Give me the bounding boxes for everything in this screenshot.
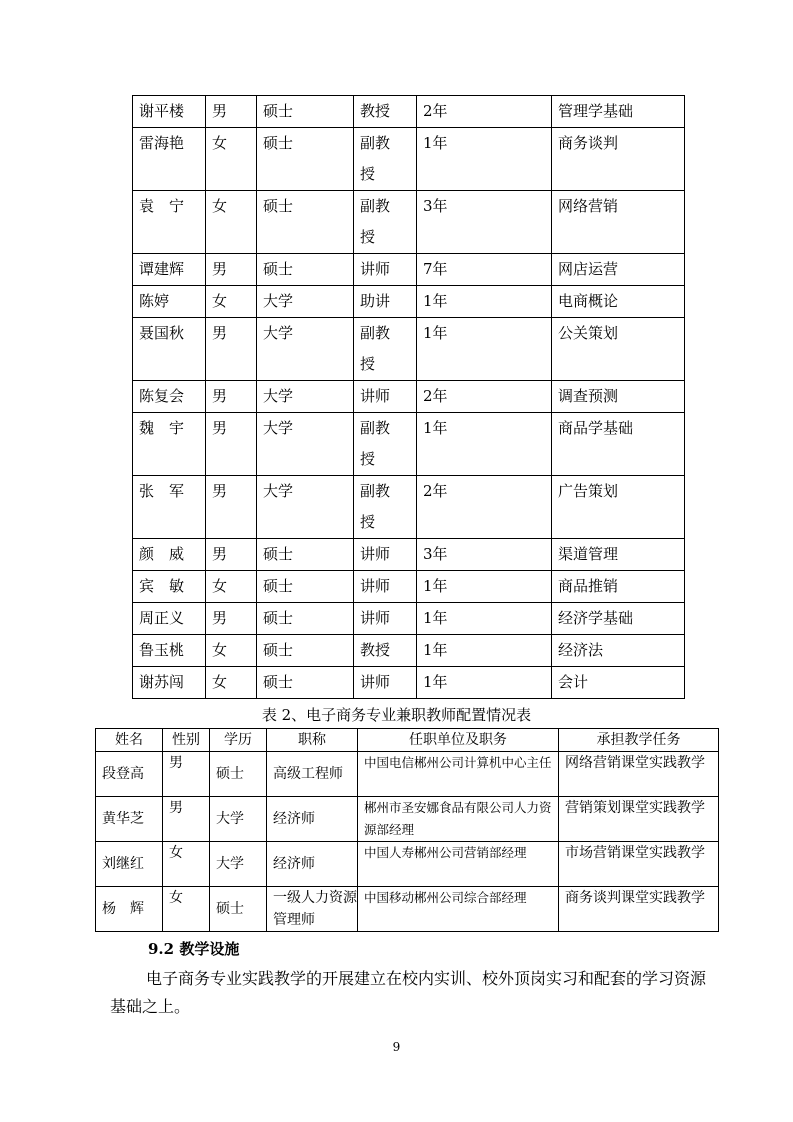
title-cell: 助讲 (354, 286, 417, 318)
column-header: 姓名 (96, 729, 163, 752)
title-cell: 经济师 (267, 797, 358, 842)
gender-cell: 男 (206, 318, 257, 381)
name-cell: 段登高 (96, 752, 163, 797)
section-heading: 9.2 教学设施 (148, 940, 240, 958)
name-cell: 袁 宁 (133, 191, 206, 254)
name-cell: 陈复会 (133, 381, 206, 413)
experience-cell: 7年 (417, 254, 552, 286)
table-row (133, 318, 685, 381)
table-row (133, 254, 685, 286)
table-row (133, 603, 685, 635)
gender-cell: 女 (206, 571, 257, 603)
title-cell: 讲师 (354, 667, 417, 699)
name-cell: 黄华芝 (96, 797, 163, 842)
degree-cell: 大学 (257, 381, 354, 413)
title-cell: 副教 授 (354, 476, 417, 539)
course-cell: 电商概论 (552, 286, 685, 318)
gender-cell: 女 (206, 286, 257, 318)
part-time-faculty-table (95, 728, 719, 932)
column-header: 性别 (163, 729, 210, 752)
teaching-task-cell: 网络营销课堂实践教学 (559, 752, 719, 797)
experience-cell: 1年 (417, 318, 552, 381)
title-cell: 讲师 (354, 539, 417, 571)
table-row (96, 842, 719, 887)
table-row (133, 539, 685, 571)
course-cell: 管理学基础 (552, 96, 685, 128)
employer-cell: 中国电信郴州公司计算机中心主任 (358, 752, 559, 797)
table-row (133, 635, 685, 667)
degree-cell: 硕士 (257, 667, 354, 699)
title-cell: 讲师 (354, 603, 417, 635)
course-cell: 公关策划 (552, 318, 685, 381)
title-cell: 教授 (354, 96, 417, 128)
gender-cell: 男 (206, 96, 257, 128)
employer-cell: 中国移动郴州公司综合部经理 (358, 887, 559, 932)
course-cell: 经济法 (552, 635, 685, 667)
name-cell: 谢平楼 (133, 96, 206, 128)
degree-cell: 大学 (210, 797, 267, 842)
name-cell: 宾 敏 (133, 571, 206, 603)
course-cell: 商品学基础 (552, 413, 685, 476)
table-row (96, 797, 719, 842)
teaching-task-cell: 营销策划课堂实践教学 (559, 797, 719, 842)
gender-cell: 男 (163, 752, 210, 797)
table-header-row (96, 729, 719, 752)
employer-cell: 郴州市圣安娜食品有限公司人力资源部经理 (358, 797, 559, 842)
gender-cell: 女 (206, 667, 257, 699)
gender-cell: 女 (206, 128, 257, 191)
course-cell: 网络营销 (552, 191, 685, 254)
experience-cell: 1年 (417, 635, 552, 667)
gender-cell: 女 (206, 635, 257, 667)
name-cell: 杨 辉 (96, 887, 163, 932)
degree-cell: 大学 (257, 286, 354, 318)
table-row (133, 96, 685, 128)
course-cell: 商务谈判 (552, 128, 685, 191)
title-cell: 副教 授 (354, 413, 417, 476)
degree-cell: 大学 (257, 476, 354, 539)
title-cell: 讲师 (354, 381, 417, 413)
course-cell: 网店运营 (552, 254, 685, 286)
experience-cell: 1年 (417, 128, 552, 191)
degree-cell: 硕士 (257, 96, 354, 128)
experience-cell: 2年 (417, 96, 552, 128)
course-cell: 渠道管理 (552, 539, 685, 571)
title-cell: 讲师 (354, 571, 417, 603)
name-cell: 刘继红 (96, 842, 163, 887)
gender-cell: 男 (206, 603, 257, 635)
degree-cell: 硕士 (257, 603, 354, 635)
degree-cell: 硕士 (210, 752, 267, 797)
title-cell: 一级人力资源管理师 (267, 887, 358, 932)
table-row (133, 286, 685, 318)
name-cell: 谢苏闯 (133, 667, 206, 699)
experience-cell: 1年 (417, 667, 552, 699)
course-cell: 商品推销 (552, 571, 685, 603)
gender-cell: 男 (206, 254, 257, 286)
degree-cell: 硕士 (257, 539, 354, 571)
gender-cell: 男 (206, 539, 257, 571)
course-cell: 会计 (552, 667, 685, 699)
degree-cell: 硕士 (257, 191, 354, 254)
title-cell: 经济师 (267, 842, 358, 887)
experience-cell: 1年 (417, 603, 552, 635)
table-row (133, 476, 685, 539)
name-cell: 鲁玉桃 (133, 635, 206, 667)
course-cell: 经济学基础 (552, 603, 685, 635)
faculty-table-continued (132, 95, 685, 699)
degree-cell: 硕士 (257, 571, 354, 603)
course-cell: 调查预测 (552, 381, 685, 413)
gender-cell: 男 (163, 797, 210, 842)
table-row (133, 191, 685, 254)
table-row (133, 413, 685, 476)
gender-cell: 男 (206, 413, 257, 476)
table-row (133, 381, 685, 413)
column-header: 任职单位及职务 (358, 729, 559, 752)
column-header: 承担教学任务 (559, 729, 719, 752)
degree-cell: 大学 (257, 413, 354, 476)
body-paragraph: 电子商务专业实践教学的开展建立在校内实训、校外顶岗实习和配套的学习资源基础之上。 (110, 969, 707, 1016)
teaching-task-cell: 商务谈判课堂实践教学 (559, 887, 719, 932)
title-cell: 副教 授 (354, 128, 417, 191)
experience-cell: 3年 (417, 191, 552, 254)
name-cell: 周正义 (133, 603, 206, 635)
experience-cell: 2年 (417, 476, 552, 539)
table-row (133, 667, 685, 699)
name-cell: 谭建辉 (133, 254, 206, 286)
name-cell: 聂国秋 (133, 318, 206, 381)
page-number: 9 (392, 1040, 401, 1054)
name-cell: 雷海艳 (133, 128, 206, 191)
title-cell: 副教 授 (354, 191, 417, 254)
gender-cell: 男 (206, 381, 257, 413)
title-cell: 高级工程师 (267, 752, 358, 797)
degree-cell: 大学 (210, 842, 267, 887)
employer-cell: 中国人寿郴州公司营销部经理 (358, 842, 559, 887)
name-cell: 魏 宇 (133, 413, 206, 476)
name-cell: 张 军 (133, 476, 206, 539)
table-row (96, 752, 719, 797)
name-cell: 颜 威 (133, 539, 206, 571)
degree-cell: 硕士 (257, 254, 354, 286)
experience-cell: 1年 (417, 413, 552, 476)
column-header: 职称 (267, 729, 358, 752)
degree-cell: 硕士 (210, 887, 267, 932)
title-cell: 副教 授 (354, 318, 417, 381)
title-cell: 讲师 (354, 254, 417, 286)
gender-cell: 女 (163, 887, 210, 932)
course-cell: 广告策划 (552, 476, 685, 539)
gender-cell: 女 (206, 191, 257, 254)
experience-cell: 2年 (417, 381, 552, 413)
table-row (133, 128, 685, 191)
degree-cell: 硕士 (257, 635, 354, 667)
teaching-task-cell: 市场营销课堂实践教学 (559, 842, 719, 887)
table-row (133, 571, 685, 603)
column-header: 学历 (210, 729, 267, 752)
gender-cell: 女 (163, 842, 210, 887)
table-row (96, 887, 719, 932)
gender-cell: 男 (206, 476, 257, 539)
experience-cell: 1年 (417, 286, 552, 318)
table-caption: 表 2、电子商务专业兼职教师配置情况表 (261, 706, 532, 724)
experience-cell: 1年 (417, 571, 552, 603)
title-cell: 教授 (354, 635, 417, 667)
experience-cell: 3年 (417, 539, 552, 571)
name-cell: 陈婷 (133, 286, 206, 318)
degree-cell: 硕士 (257, 128, 354, 191)
degree-cell: 大学 (257, 318, 354, 381)
